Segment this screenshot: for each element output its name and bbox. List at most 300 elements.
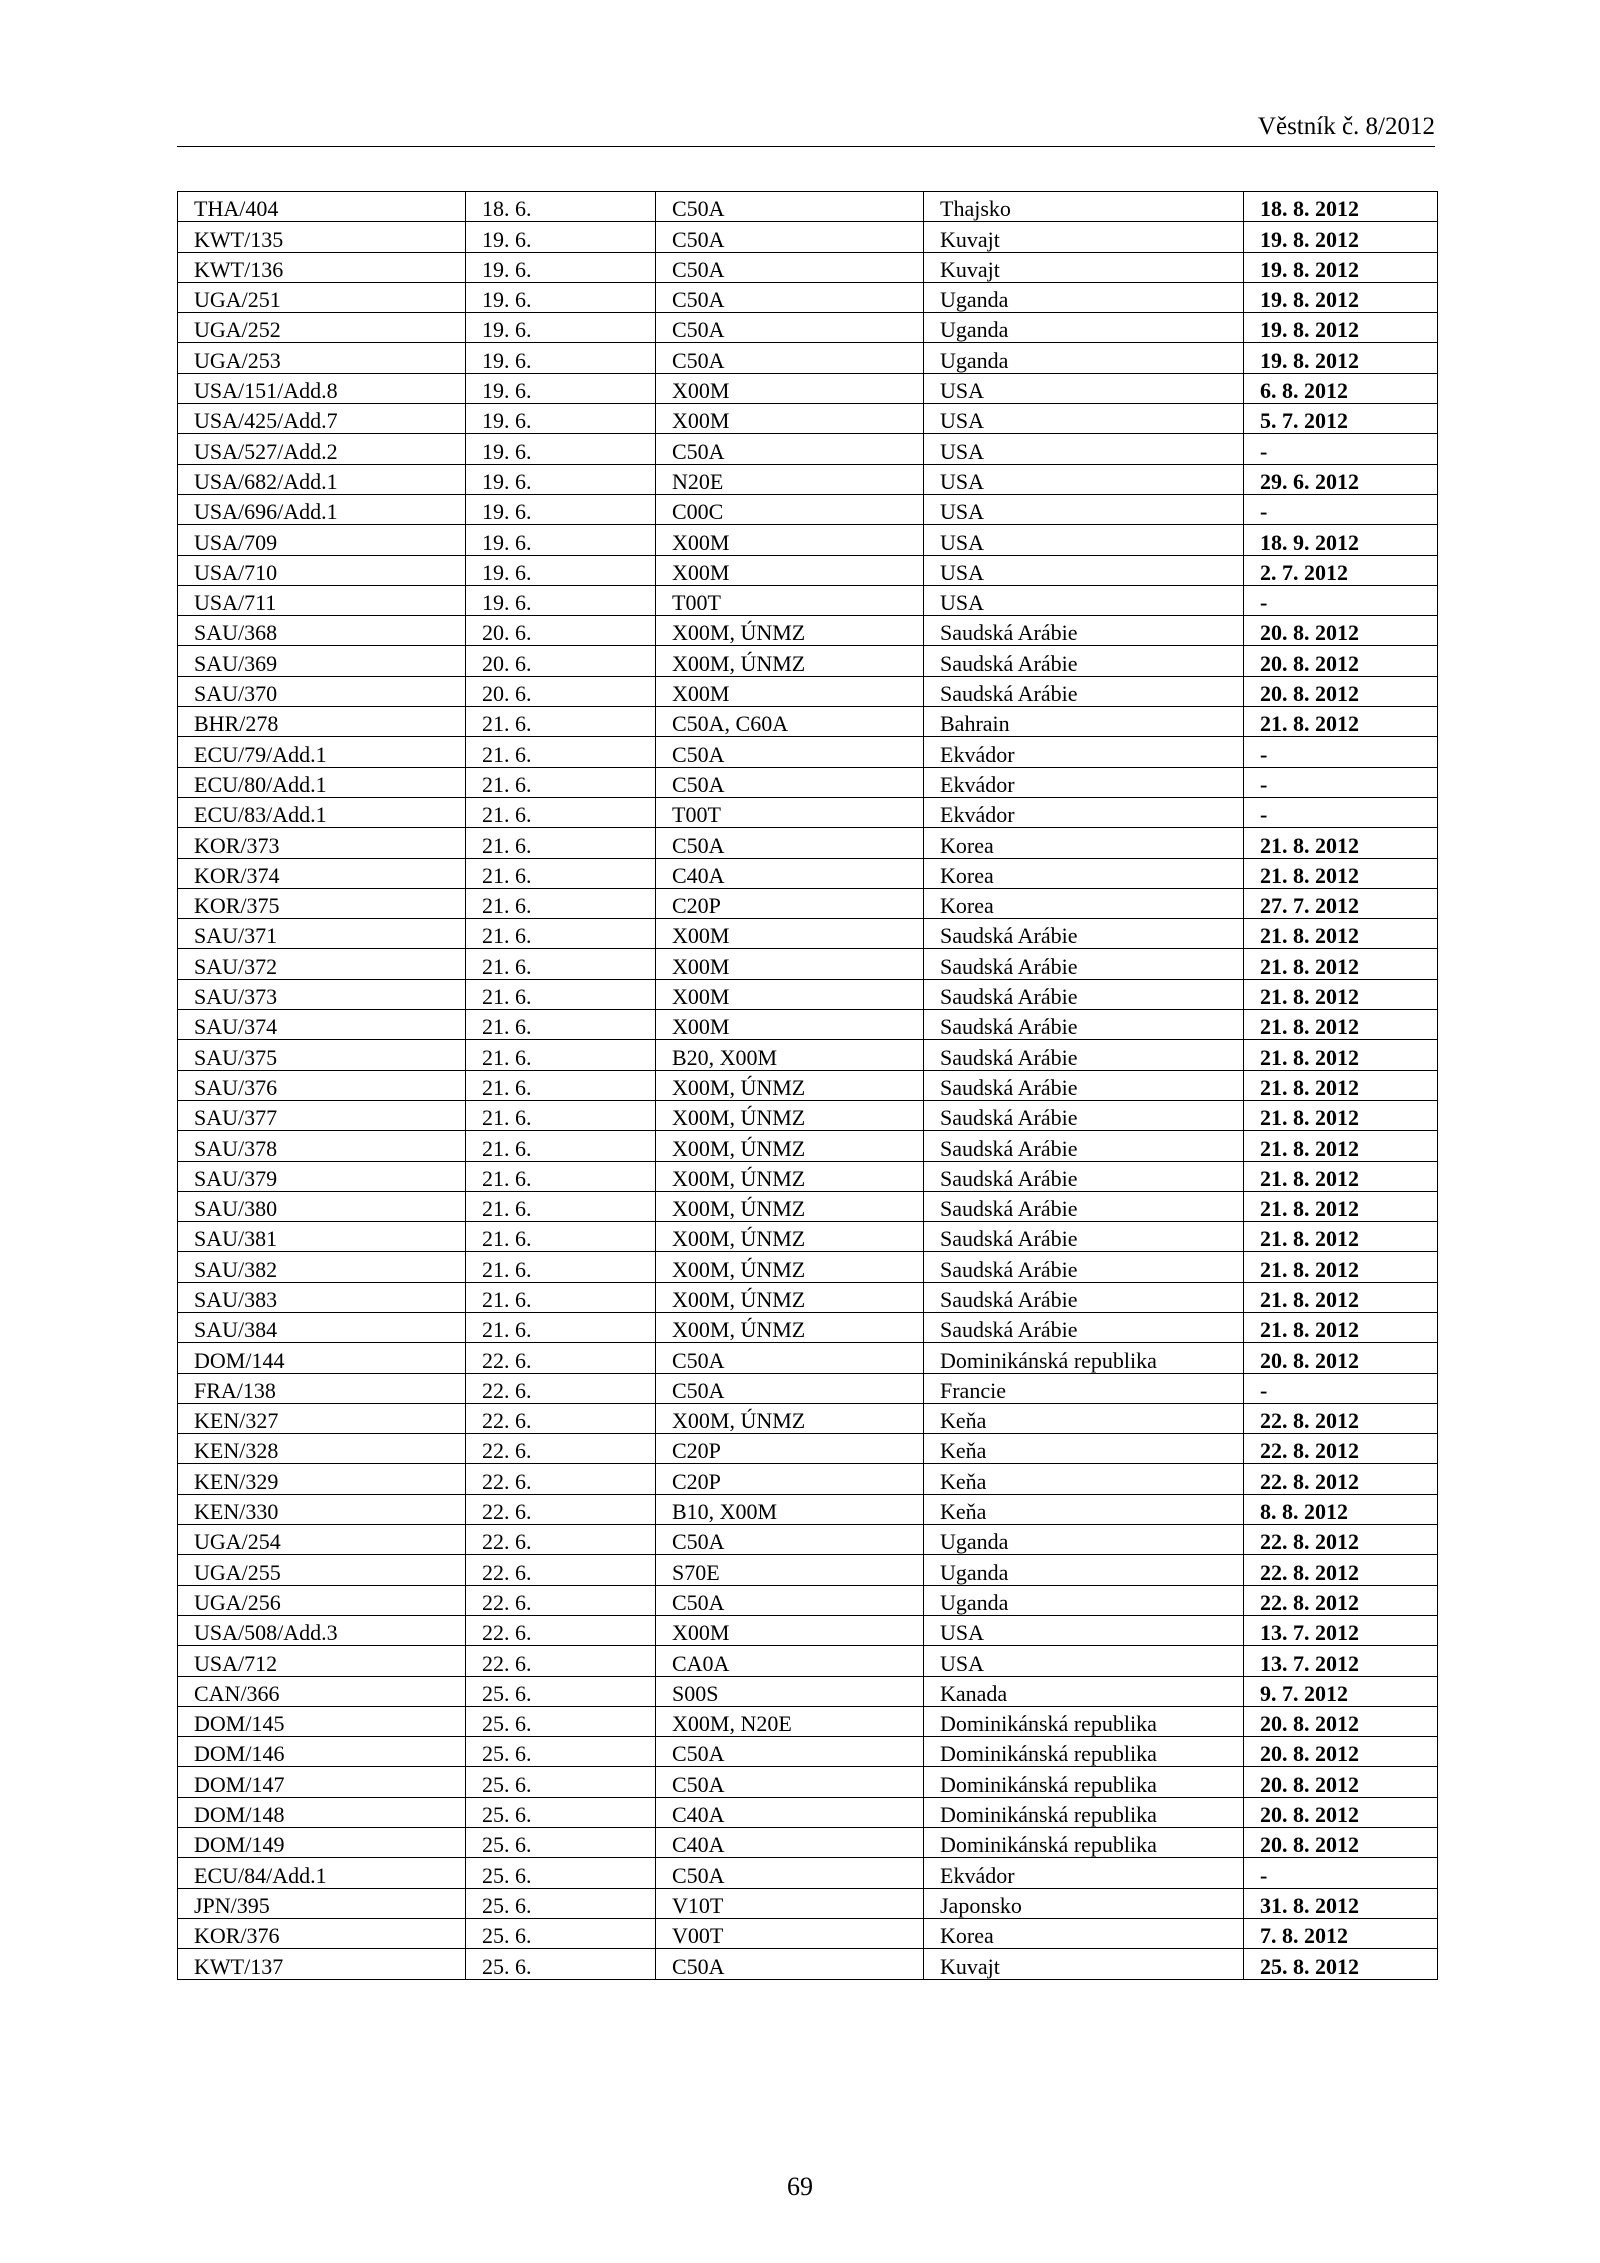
deadline-cell: 21. 8. 2012 — [1244, 919, 1438, 949]
deadline-cell: 21. 8. 2012 — [1244, 1282, 1438, 1312]
document-code-cell: DOM/149 — [178, 1828, 466, 1858]
date-cell: 19. 6. — [466, 313, 656, 343]
date-cell: 21. 6. — [466, 1191, 656, 1221]
document-code-cell: KOR/373 — [178, 828, 466, 858]
table-row — [178, 1858, 1438, 1888]
country-cell: Saudská Arábie — [924, 1282, 1244, 1312]
table-row — [178, 525, 1438, 555]
date-cell: 21. 6. — [466, 767, 656, 797]
country-cell: Korea — [924, 888, 1244, 918]
classification-cell: C00C — [656, 494, 924, 524]
classification-cell: X00M, ÚNMZ — [656, 646, 924, 676]
deadline-cell: 22. 8. 2012 — [1244, 1555, 1438, 1585]
document-code-cell: SAU/380 — [178, 1191, 466, 1221]
country-cell: USA — [924, 555, 1244, 585]
document-code-cell: SAU/373 — [178, 979, 466, 1009]
country-cell: Uganda — [924, 313, 1244, 343]
country-cell: Kuvajt — [924, 252, 1244, 282]
country-cell: Keňa — [924, 1434, 1244, 1464]
date-cell: 21. 6. — [466, 1040, 656, 1070]
table-row — [178, 767, 1438, 797]
country-cell: Kuvajt — [924, 222, 1244, 252]
table-row — [178, 1615, 1438, 1645]
deadline-cell: - — [1244, 737, 1438, 767]
classification-cell: C50A — [656, 192, 924, 222]
date-cell: 21. 6. — [466, 737, 656, 767]
classification-cell: X00M, ÚNMZ — [656, 616, 924, 646]
country-cell: Saudská Arábie — [924, 1070, 1244, 1100]
classification-cell: X00M, ÚNMZ — [656, 1070, 924, 1100]
date-cell: 21. 6. — [466, 888, 656, 918]
deadline-cell: 6. 8. 2012 — [1244, 373, 1438, 403]
table-row — [178, 222, 1438, 252]
document-code-cell: KEN/328 — [178, 1434, 466, 1464]
deadline-cell: 21. 8. 2012 — [1244, 1100, 1438, 1130]
country-cell: Dominikánská republika — [924, 1767, 1244, 1797]
document-code-cell: ECU/80/Add.1 — [178, 767, 466, 797]
date-cell: 22. 6. — [466, 1373, 656, 1403]
classification-cell: X00M — [656, 949, 924, 979]
date-cell: 19. 6. — [466, 555, 656, 585]
country-cell: Saudská Arábie — [924, 1100, 1244, 1130]
table-row — [178, 1191, 1438, 1221]
document-code-cell: UGA/255 — [178, 1555, 466, 1585]
document-code-cell: USA/682/Add.1 — [178, 464, 466, 494]
table-row — [178, 373, 1438, 403]
country-cell: USA — [924, 1646, 1244, 1676]
country-cell: Saudská Arábie — [924, 1040, 1244, 1070]
table-row — [178, 888, 1438, 918]
deadline-cell: 19. 8. 2012 — [1244, 282, 1438, 312]
deadline-cell: 21. 8. 2012 — [1244, 858, 1438, 888]
document-code-cell: KEN/329 — [178, 1464, 466, 1494]
document-code-cell: UGA/251 — [178, 282, 466, 312]
classification-cell: X00M, ÚNMZ — [656, 1191, 924, 1221]
table-row — [178, 1010, 1438, 1040]
table-row — [178, 282, 1438, 312]
date-cell: 19. 6. — [466, 222, 656, 252]
country-cell: Keňa — [924, 1464, 1244, 1494]
date-cell: 18. 6. — [466, 192, 656, 222]
country-cell: Saudská Arábie — [924, 1161, 1244, 1191]
document-code-cell: SAU/383 — [178, 1282, 466, 1312]
date-cell: 22. 6. — [466, 1434, 656, 1464]
table-row — [178, 1070, 1438, 1100]
country-cell: Keňa — [924, 1494, 1244, 1524]
classification-cell: C50A — [656, 737, 924, 767]
deadline-cell: 2. 7. 2012 — [1244, 555, 1438, 585]
deadline-cell: 13. 7. 2012 — [1244, 1646, 1438, 1676]
table-row — [178, 1464, 1438, 1494]
country-cell: Ekvádor — [924, 737, 1244, 767]
classification-cell: T00T — [656, 585, 924, 615]
table-row — [178, 1706, 1438, 1736]
document-code-cell: USA/527/Add.2 — [178, 434, 466, 464]
deadline-cell: 22. 8. 2012 — [1244, 1464, 1438, 1494]
country-cell: Uganda — [924, 1555, 1244, 1585]
date-cell: 21. 6. — [466, 949, 656, 979]
table-row — [178, 1373, 1438, 1403]
country-cell: Dominikánská republika — [924, 1737, 1244, 1767]
document-code-cell: KEN/330 — [178, 1494, 466, 1524]
table-row — [178, 1494, 1438, 1524]
table-row — [178, 464, 1438, 494]
document-code-cell: THA/404 — [178, 192, 466, 222]
document-code-cell: USA/425/Add.7 — [178, 404, 466, 434]
country-cell: USA — [924, 585, 1244, 615]
country-cell: Saudská Arábie — [924, 1010, 1244, 1040]
classification-cell: C50A — [656, 434, 924, 464]
table-row — [178, 1161, 1438, 1191]
document-code-cell: DOM/146 — [178, 1737, 466, 1767]
document-code-cell: CAN/366 — [178, 1676, 466, 1706]
document-code-cell: SAU/370 — [178, 676, 466, 706]
country-cell: Dominikánská republika — [924, 1828, 1244, 1858]
date-cell: 25. 6. — [466, 1767, 656, 1797]
date-cell: 21. 6. — [466, 979, 656, 1009]
deadline-cell: 21. 8. 2012 — [1244, 979, 1438, 1009]
classification-cell: C50A — [656, 1343, 924, 1373]
table-row — [178, 1949, 1438, 1979]
country-cell: Bahrain — [924, 707, 1244, 737]
table-row — [178, 585, 1438, 615]
country-cell: Saudská Arábie — [924, 949, 1244, 979]
table-row — [178, 1131, 1438, 1161]
document-code-cell: DOM/148 — [178, 1797, 466, 1827]
deadline-cell: - — [1244, 767, 1438, 797]
date-cell: 21. 6. — [466, 858, 656, 888]
document-code-cell: FRA/138 — [178, 1373, 466, 1403]
table-row — [178, 616, 1438, 646]
date-cell: 20. 6. — [466, 616, 656, 646]
classification-cell: X00M, ÚNMZ — [656, 1222, 924, 1252]
table-row — [178, 1434, 1438, 1464]
notification-table — [177, 191, 1438, 1980]
classification-cell: C20P — [656, 888, 924, 918]
classification-cell: X00M, ÚNMZ — [656, 1252, 924, 1282]
classification-cell: X00M — [656, 1010, 924, 1040]
deadline-cell: 19. 8. 2012 — [1244, 252, 1438, 282]
deadline-cell: 20. 8. 2012 — [1244, 1706, 1438, 1736]
country-cell: Korea — [924, 828, 1244, 858]
document-code-cell: KWT/135 — [178, 222, 466, 252]
country-cell: Ekvádor — [924, 1858, 1244, 1888]
date-cell: 19. 6. — [466, 434, 656, 464]
classification-cell: C50A — [656, 222, 924, 252]
classification-cell: V10T — [656, 1888, 924, 1918]
table-row — [178, 646, 1438, 676]
date-cell: 21. 6. — [466, 1131, 656, 1161]
table-row — [178, 1343, 1438, 1373]
date-cell: 25. 6. — [466, 1888, 656, 1918]
date-cell: 22. 6. — [466, 1464, 656, 1494]
deadline-cell: 22. 8. 2012 — [1244, 1434, 1438, 1464]
country-cell: Saudská Arábie — [924, 919, 1244, 949]
classification-cell: X00M, N20E — [656, 1706, 924, 1736]
document-code-cell: SAU/384 — [178, 1312, 466, 1342]
document-code-cell: ECU/83/Add.1 — [178, 797, 466, 827]
document-code-cell: SAU/381 — [178, 1222, 466, 1252]
date-cell: 21. 6. — [466, 1252, 656, 1282]
classification-cell: C50A — [656, 1737, 924, 1767]
deadline-cell: 20. 8. 2012 — [1244, 1767, 1438, 1797]
date-cell: 20. 6. — [466, 676, 656, 706]
classification-cell: C50A — [656, 1949, 924, 1979]
document-code-cell: KWT/137 — [178, 1949, 466, 1979]
country-cell: Saudská Arábie — [924, 1222, 1244, 1252]
classification-cell: V00T — [656, 1918, 924, 1948]
country-cell: Dominikánská republika — [924, 1343, 1244, 1373]
country-cell: Japonsko — [924, 1888, 1244, 1918]
date-cell: 21. 6. — [466, 1282, 656, 1312]
deadline-cell: 9. 7. 2012 — [1244, 1676, 1438, 1706]
table-row — [178, 1252, 1438, 1282]
document-code-cell: KOR/376 — [178, 1918, 466, 1948]
deadline-cell: 13. 7. 2012 — [1244, 1615, 1438, 1645]
deadline-cell: 21. 8. 2012 — [1244, 1161, 1438, 1191]
classification-cell: X00M — [656, 404, 924, 434]
date-cell: 19. 6. — [466, 282, 656, 312]
document-code-cell: SAU/371 — [178, 919, 466, 949]
classification-cell: C50A — [656, 343, 924, 373]
country-cell: Ekvádor — [924, 767, 1244, 797]
table-row — [178, 1222, 1438, 1252]
country-cell: Uganda — [924, 343, 1244, 373]
classification-cell: S70E — [656, 1555, 924, 1585]
date-cell: 21. 6. — [466, 828, 656, 858]
country-cell: Saudská Arábie — [924, 1131, 1244, 1161]
deadline-cell: 21. 8. 2012 — [1244, 1191, 1438, 1221]
table-row — [178, 919, 1438, 949]
document-code-cell: USA/508/Add.3 — [178, 1615, 466, 1645]
date-cell: 22. 6. — [466, 1403, 656, 1433]
document-code-cell: KEN/327 — [178, 1403, 466, 1433]
date-cell: 22. 6. — [466, 1494, 656, 1524]
country-cell: Saudská Arábie — [924, 646, 1244, 676]
table-row — [178, 1676, 1438, 1706]
table-row — [178, 1646, 1438, 1676]
country-cell: USA — [924, 494, 1244, 524]
document-code-cell: DOM/144 — [178, 1343, 466, 1373]
country-cell: Keňa — [924, 1403, 1244, 1433]
document-code-cell: SAU/375 — [178, 1040, 466, 1070]
document-code-cell: UGA/252 — [178, 313, 466, 343]
document-code-cell: USA/712 — [178, 1646, 466, 1676]
country-cell: Kanada — [924, 1676, 1244, 1706]
deadline-cell: - — [1244, 1858, 1438, 1888]
classification-cell: X00M — [656, 1615, 924, 1645]
document-code-cell: USA/709 — [178, 525, 466, 555]
country-cell: Uganda — [924, 282, 1244, 312]
document-code-cell: JPN/395 — [178, 1888, 466, 1918]
document-code-cell: USA/710 — [178, 555, 466, 585]
date-cell: 21. 6. — [466, 1312, 656, 1342]
date-cell: 19. 6. — [466, 525, 656, 555]
date-cell: 22. 6. — [466, 1646, 656, 1676]
table-row — [178, 494, 1438, 524]
deadline-cell: - — [1244, 797, 1438, 827]
date-cell: 25. 6. — [466, 1858, 656, 1888]
classification-cell: X00M, ÚNMZ — [656, 1403, 924, 1433]
date-cell: 20. 6. — [466, 646, 656, 676]
country-cell: USA — [924, 434, 1244, 464]
table-row — [178, 343, 1438, 373]
country-cell: USA — [924, 1615, 1244, 1645]
deadline-cell: 27. 7. 2012 — [1244, 888, 1438, 918]
deadline-cell: 21. 8. 2012 — [1244, 1070, 1438, 1100]
document-code-cell: KWT/136 — [178, 252, 466, 282]
classification-cell: N20E — [656, 464, 924, 494]
classification-cell: C50A — [656, 1585, 924, 1615]
classification-cell: C50A — [656, 1858, 924, 1888]
classification-cell: CA0A — [656, 1646, 924, 1676]
classification-cell: X00M — [656, 373, 924, 403]
page-number: 69 — [787, 2172, 813, 2201]
table-row — [178, 1888, 1438, 1918]
deadline-cell: 21. 8. 2012 — [1244, 1010, 1438, 1040]
deadline-cell: 31. 8. 2012 — [1244, 1888, 1438, 1918]
country-cell: Saudská Arábie — [924, 676, 1244, 706]
deadline-cell: 22. 8. 2012 — [1244, 1585, 1438, 1615]
table-row — [178, 404, 1438, 434]
date-cell: 21. 6. — [466, 1161, 656, 1191]
document-code-cell: SAU/376 — [178, 1070, 466, 1100]
table-row — [178, 1585, 1438, 1615]
date-cell: 21. 6. — [466, 797, 656, 827]
classification-cell: C40A — [656, 1828, 924, 1858]
table-row — [178, 797, 1438, 827]
document-code-cell: SAU/374 — [178, 1010, 466, 1040]
document-code-cell: USA/151/Add.8 — [178, 373, 466, 403]
classification-cell: B20, X00M — [656, 1040, 924, 1070]
classification-cell: C40A — [656, 1797, 924, 1827]
document-code-cell: UGA/253 — [178, 343, 466, 373]
deadline-cell: 20. 8. 2012 — [1244, 1797, 1438, 1827]
document-code-cell: SAU/368 — [178, 616, 466, 646]
date-cell: 21. 6. — [466, 1010, 656, 1040]
deadline-cell: 18. 9. 2012 — [1244, 525, 1438, 555]
classification-cell: C20P — [656, 1464, 924, 1494]
classification-cell: X00M, ÚNMZ — [656, 1100, 924, 1130]
deadline-cell: 20. 8. 2012 — [1244, 676, 1438, 706]
table-row — [178, 1797, 1438, 1827]
date-cell: 22. 6. — [466, 1525, 656, 1555]
deadline-cell: 21. 8. 2012 — [1244, 1131, 1438, 1161]
document-code-cell: SAU/378 — [178, 1131, 466, 1161]
country-cell: Korea — [924, 1918, 1244, 1948]
date-cell: 25. 6. — [466, 1918, 656, 1948]
document-code-cell: USA/696/Add.1 — [178, 494, 466, 524]
deadline-cell: 22. 8. 2012 — [1244, 1525, 1438, 1555]
document-code-cell: SAU/369 — [178, 646, 466, 676]
page-header-title: Věstník č. 8/2012 — [1257, 113, 1435, 140]
date-cell: 25. 6. — [466, 1797, 656, 1827]
deadline-cell: 21. 8. 2012 — [1244, 1312, 1438, 1342]
table-row — [178, 828, 1438, 858]
classification-cell: C50A — [656, 1767, 924, 1797]
date-cell: 25. 6. — [466, 1676, 656, 1706]
deadline-cell: 7. 8. 2012 — [1244, 1918, 1438, 1948]
deadline-cell: - — [1244, 585, 1438, 615]
date-cell: 25. 6. — [466, 1949, 656, 1979]
classification-cell: C20P — [656, 1434, 924, 1464]
table-row — [178, 1737, 1438, 1767]
classification-cell: C50A, C60A — [656, 707, 924, 737]
country-cell: USA — [924, 464, 1244, 494]
date-cell: 19. 6. — [466, 464, 656, 494]
table-row — [178, 707, 1438, 737]
classification-cell: X00M, ÚNMZ — [656, 1282, 924, 1312]
country-cell: Ekvádor — [924, 797, 1244, 827]
deadline-cell: 5. 7. 2012 — [1244, 404, 1438, 434]
table-row — [178, 1403, 1438, 1433]
country-cell: USA — [924, 373, 1244, 403]
deadline-cell: 21. 8. 2012 — [1244, 1040, 1438, 1070]
deadline-cell: 20. 8. 2012 — [1244, 1737, 1438, 1767]
date-cell: 22. 6. — [466, 1343, 656, 1373]
classification-cell: B10, X00M — [656, 1494, 924, 1524]
deadline-cell: 20. 8. 2012 — [1244, 1343, 1438, 1373]
classification-cell: T00T — [656, 797, 924, 827]
table-row — [178, 192, 1438, 222]
country-cell: Saudská Arábie — [924, 1252, 1244, 1282]
table-row — [178, 252, 1438, 282]
classification-cell: C40A — [656, 858, 924, 888]
country-cell: Uganda — [924, 1525, 1244, 1555]
deadline-cell: 18. 8. 2012 — [1244, 192, 1438, 222]
country-cell: Saudská Arábie — [924, 1312, 1244, 1342]
classification-cell: X00M, ÚNMZ — [656, 1312, 924, 1342]
country-cell: Saudská Arábie — [924, 1191, 1244, 1221]
deadline-cell: 21. 8. 2012 — [1244, 1252, 1438, 1282]
country-cell: USA — [924, 404, 1244, 434]
document-code-cell: ECU/79/Add.1 — [178, 737, 466, 767]
date-cell: 19. 6. — [466, 404, 656, 434]
deadline-cell: 19. 8. 2012 — [1244, 313, 1438, 343]
country-cell: Saudská Arábie — [924, 616, 1244, 646]
document-code-cell: UGA/254 — [178, 1525, 466, 1555]
deadline-cell: - — [1244, 494, 1438, 524]
table-row — [178, 979, 1438, 1009]
deadline-cell: 21. 8. 2012 — [1244, 949, 1438, 979]
date-cell: 25. 6. — [466, 1828, 656, 1858]
table-row — [178, 1918, 1438, 1948]
table-row — [178, 555, 1438, 585]
table-row — [178, 858, 1438, 888]
deadline-cell: 21. 8. 2012 — [1244, 828, 1438, 858]
deadline-cell: 21. 8. 2012 — [1244, 707, 1438, 737]
table-row — [178, 1828, 1438, 1858]
country-cell: Korea — [924, 858, 1244, 888]
deadline-cell: 21. 8. 2012 — [1244, 1222, 1438, 1252]
table-row — [178, 676, 1438, 706]
classification-cell: X00M, ÚNMZ — [656, 1161, 924, 1191]
table-row — [178, 737, 1438, 767]
document-code-cell: DOM/147 — [178, 1767, 466, 1797]
date-cell: 19. 6. — [466, 494, 656, 524]
date-cell: 22. 6. — [466, 1555, 656, 1585]
deadline-cell: 20. 8. 2012 — [1244, 1828, 1438, 1858]
country-cell: USA — [924, 525, 1244, 555]
document-code-cell: USA/711 — [178, 585, 466, 615]
classification-cell: X00M — [656, 555, 924, 585]
deadline-cell: - — [1244, 1373, 1438, 1403]
date-cell: 22. 6. — [466, 1585, 656, 1615]
document-code-cell: BHR/278 — [178, 707, 466, 737]
deadline-cell: 8. 8. 2012 — [1244, 1494, 1438, 1524]
deadline-cell: 29. 6. 2012 — [1244, 464, 1438, 494]
classification-cell: X00M — [656, 919, 924, 949]
